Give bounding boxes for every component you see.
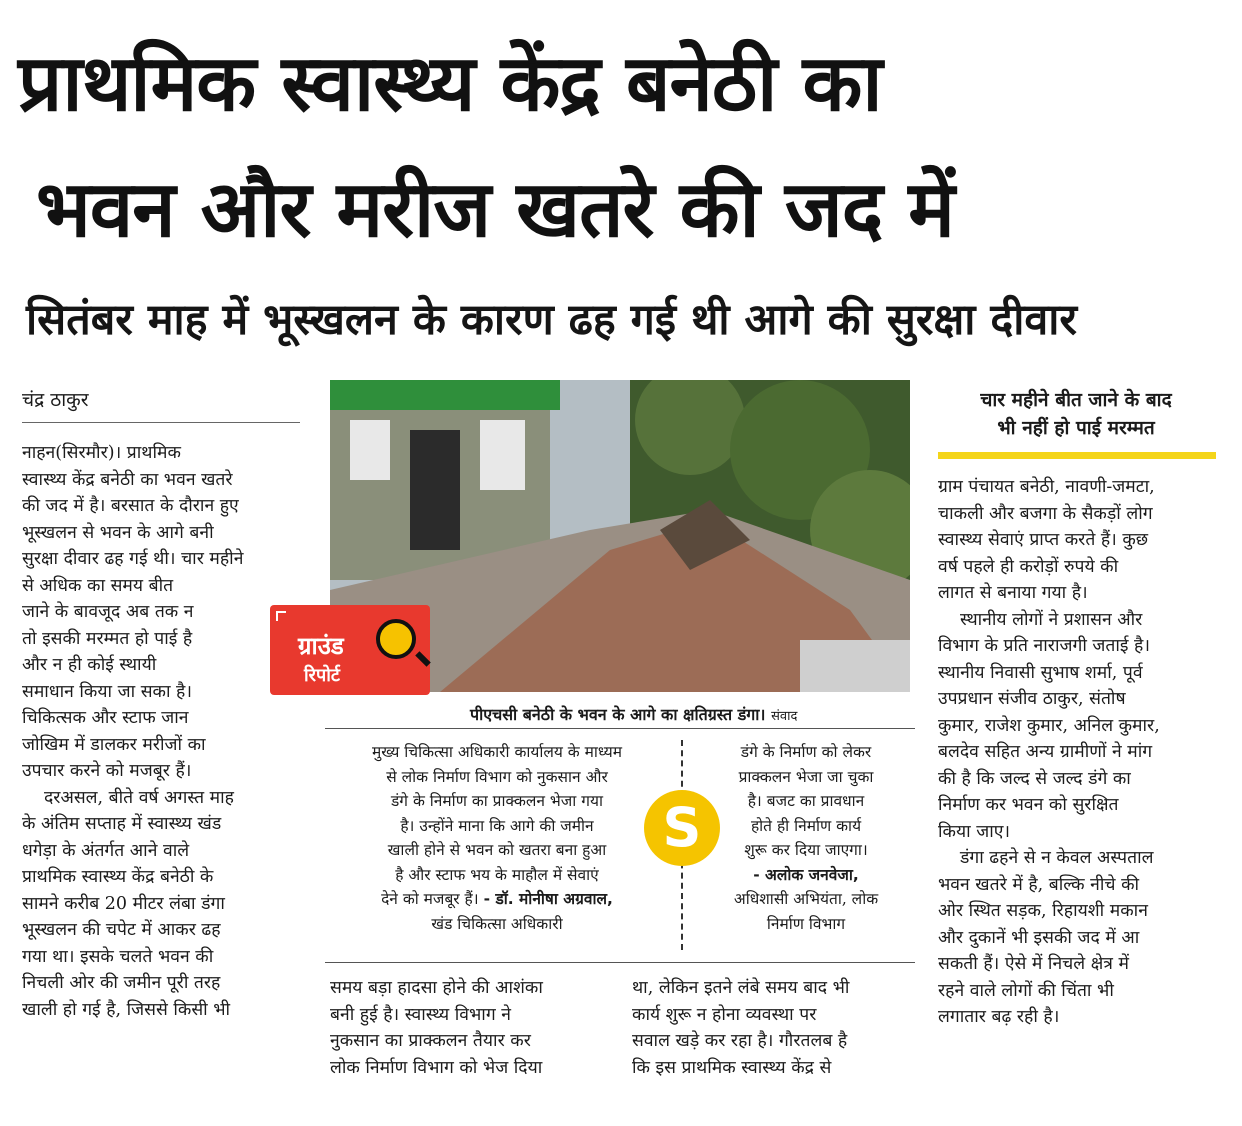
byline: चंद्र ठाकुर: [22, 389, 89, 411]
quote-designation: निर्माण विभाग: [766, 914, 846, 933]
text-line: तो इसकी मरम्मत हो पाई है: [22, 628, 193, 649]
text-line: चिकित्सक और स्टाफ जान: [22, 708, 189, 728]
quote-line: है और स्टाफ भय के माहौल में सेवाएं: [395, 865, 599, 884]
text-line: दरअसल, बीते वर्ष अगस्त माह: [44, 787, 234, 808]
quotes-top-rule: [325, 728, 915, 729]
text-line: से अधिक का समय बीत: [22, 575, 174, 596]
quotes-bottom-rule: [325, 962, 915, 963]
subheadline: सितंबर माह में भूस्खलन के कारण ढह गई थी आगे की सुरक्षा दीवार: [26, 295, 1077, 345]
photo-caption: [470, 703, 797, 725]
text-line: बलदेव सहित अन्य ग्रामीणों ने मांग: [938, 742, 1153, 762]
text-line: कि इस प्राथमिक स्वास्थ्य केंद्र से: [632, 1057, 832, 1078]
text-line: भूस्खलन से भवन के आगे बनी: [22, 522, 214, 543]
sidebox-title-line-1: चार महीने बीत जाने के बाद: [980, 389, 1172, 411]
corner-bracket-icon: [276, 611, 286, 621]
text-line: निर्माण कर भवन को सुरक्षित: [938, 795, 1119, 815]
text-line: स्वास्थ्य केंद्र बनेठी का भवन खतरे: [22, 469, 233, 490]
text-line: कार्य शुरू न होना व्यवस्था पर: [632, 1004, 817, 1025]
magnifier-icon: [376, 619, 416, 659]
byline-rule: [22, 422, 300, 423]
sidebox-title: [935, 386, 1217, 442]
text-line: स्थानीय लोगों ने प्रशासन और: [960, 609, 1143, 630]
text-line: नुकसान का प्राक्कलन तैयार कर: [330, 1031, 531, 1051]
quote-designation: अधिशासी अभियंता, लोक: [733, 890, 879, 908]
text-line: उपप्रधान संजीव ठाकुर, संतोष: [938, 689, 1126, 709]
text-line: और दुकानें भी इसकी जद में आ: [938, 927, 1140, 948]
text-line: कुमार, राजेश कुमार, अनिल कुमार,: [938, 715, 1160, 736]
text-line: लागत से बनाया गया है।: [938, 583, 1088, 603]
left-column: [22, 440, 300, 1023]
text-line: धगेड़ा के अंतर्गत आने वाले: [22, 840, 190, 861]
text-line: ग्राम पंचायत बनेठी, नावणी-जमटा,: [938, 477, 1155, 497]
text-line: भूस्खलन की चपेट में आकर ढह: [22, 920, 221, 940]
quote-line: है। बजट का प्रावधान: [747, 792, 865, 810]
text-line: विभाग के प्रति नाराजगी जताई है।: [938, 636, 1150, 656]
text-line: समय बड़ा हादसा होने की आशंका: [330, 978, 543, 998]
middle-bottom-left-column: [330, 975, 606, 1081]
sidebox-title-line-2: भी नहीं हो पाई मरम्मत: [997, 417, 1155, 439]
quote-line: खाली होने से भवन को खतरा बना हुआ: [387, 841, 607, 859]
quote-line: शुरू कर दिया जाएगा।: [744, 841, 868, 859]
text-line: की जद में है। बरसात के दौरान हुए: [22, 496, 239, 516]
text-line: नाहन(सिरमौर)। प्राथमिक: [22, 443, 181, 463]
quote-author: - डॉ. मोनीषा अग्रवाल,: [483, 890, 613, 908]
text-line: उपचार करने को मजबूर हैं।: [22, 761, 192, 781]
text-line: स्वास्थ्य सेवाएं प्राप्त करते हैं। कुछ: [938, 530, 1149, 550]
text-line: के अंतिम सप्ताह में स्वास्थ्य खंड: [22, 814, 222, 834]
text-line: खाली हो गई है, जिससे किसी भी: [22, 999, 231, 1020]
text-line: भवन खतरे में है, बल्कि नीचे की: [938, 874, 1140, 895]
text-line: सकती हैं। ऐसे में निचले क्षेत्र में: [938, 954, 1129, 974]
quote-line-with-author: [322, 887, 672, 912]
quote-line: से लोक निर्माण विभाग को नुकसान और: [386, 767, 608, 786]
text-line: सवाल खड़े कर रहा है। गौरतलब है: [632, 1031, 848, 1051]
quote-left: [322, 740, 672, 936]
text-line: डंगा ढहने से न केवल अस्पताल: [960, 848, 1154, 868]
quote-line: होते ही निर्माण कार्य: [750, 816, 862, 835]
text-line: की है कि जल्द से जल्द डंगे का: [938, 768, 1131, 789]
quote-line: मुख्य चिकित्सा अधिकारी कार्यालय के माध्यम: [371, 743, 623, 761]
badge-line-2: रिपोर्ट: [304, 665, 340, 686]
headline-line-1: प्राथमिक स्वास्थ्य केंद्र बनेठी का: [18, 39, 882, 129]
right-column: [938, 474, 1217, 1031]
quote-author: - अलोक जनवेजा,: [753, 865, 859, 884]
text-line: जोखिम में डालकर मरीजों का: [22, 734, 206, 755]
text-line: सुरक्षा दीवार ढह गई थी। चार महीने: [22, 549, 244, 569]
text-line: लोक निर्माण विभाग को भेज दिया: [330, 1057, 543, 1078]
badge-line-1: ग्राउंड: [298, 632, 344, 660]
text-line: प्राथमिक स्वास्थ्य केंद्र बनेठी के: [22, 867, 214, 887]
text-line: जाने के बावजूद अब तक न: [22, 602, 194, 622]
quote-line: डंगे के निर्माण को लेकर: [740, 743, 872, 761]
quote-designation: खंड चिकित्सा अधिकारी: [431, 914, 563, 933]
quote-line: देने को मजबूर हैं।: [381, 890, 479, 908]
text-line: निचली ओर की जमीन पूरी तरह: [22, 973, 221, 993]
text-line: था, लेकिन इतने लंबे समय बाद भी: [632, 978, 850, 998]
headline-line-2: भवन और मरीज खतरे की जद में: [36, 165, 954, 255]
caption-credit: संवाद: [771, 709, 798, 724]
sidebox-accent-bar: [938, 452, 1216, 459]
text-line: रहने वाले लोगों की चिंता भी: [938, 980, 1114, 1001]
caption-text: पीएचसी बनेठी के भवन के आगे का क्षतिग्रस्त डंगा।: [470, 705, 766, 724]
ground-report-badge: [270, 605, 430, 695]
quote-line: डंगे के निर्माण का प्राक्कलन भेजा गया: [391, 792, 603, 810]
text-line: स्थानीय निवासी सुभाष शर्मा, पूर्व: [938, 662, 1143, 683]
text-line: सामने करीब 20 मीटर लंबा डंगा: [22, 893, 225, 914]
middle-bottom-right-column: [632, 975, 912, 1081]
text-line: वर्ष पहले ही करोड़ों रुपये की: [938, 556, 1119, 577]
quote-line: है। उन्होंने माना कि आगे की जमीन: [400, 816, 594, 835]
quote-right: [700, 740, 912, 936]
quote-line: प्राक्कलन भेजा जा चुका: [738, 767, 874, 786]
text-line: बनी हुई है। स्वास्थ्य विभाग ने: [330, 1004, 511, 1025]
text-line: और न ही कोई स्थायी: [22, 655, 157, 675]
text-line: किया जाए।: [938, 821, 1011, 842]
text-line: समाधान किया जा सका है।: [22, 681, 192, 702]
text-line: चाकली और बजगा के सैकड़ों लोग: [938, 503, 1153, 524]
text-line: लगातार बढ़ रही है।: [938, 1007, 1060, 1027]
publication-logo-icon: S: [644, 790, 720, 866]
text-line: गया था। इसके चलते भवन की: [22, 946, 214, 967]
text-line: ओर स्थित सड़क, रिहायशी मकान: [938, 901, 1148, 921]
